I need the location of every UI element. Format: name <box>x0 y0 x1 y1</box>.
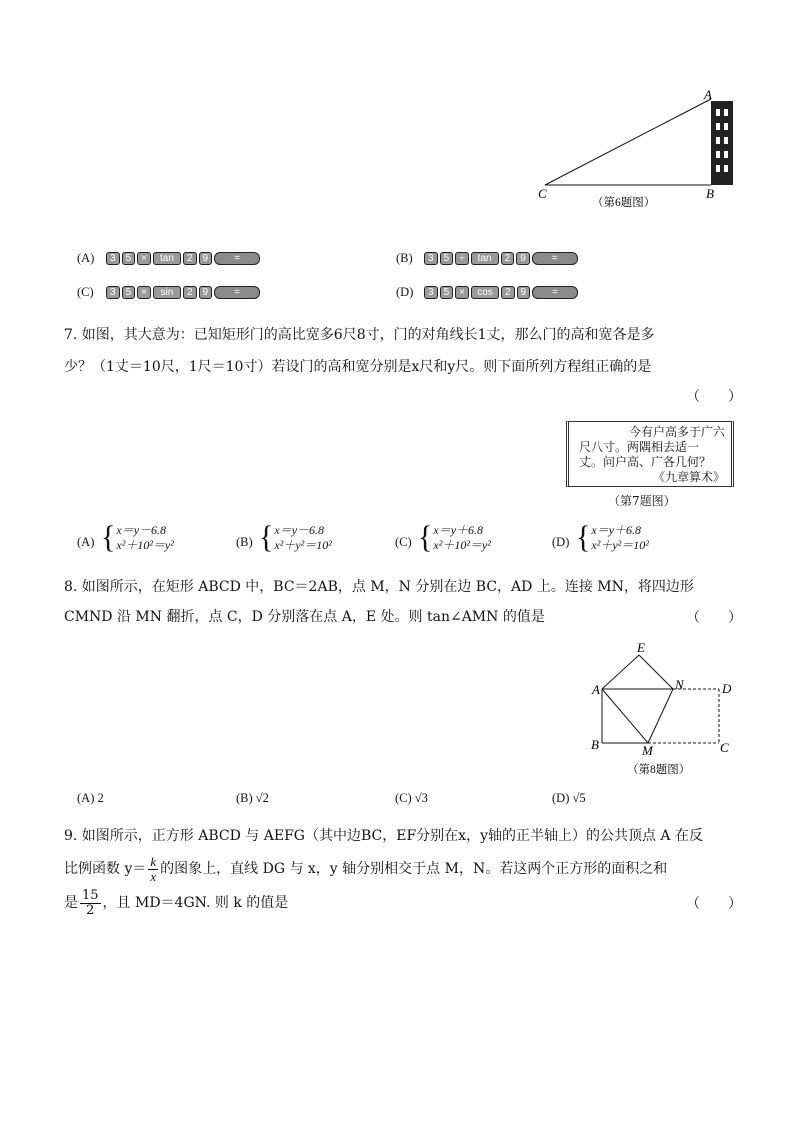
fig8-label-b: B <box>591 737 599 752</box>
fig6-diagram <box>530 85 750 215</box>
q9-fraction-k-over-x <box>148 855 158 884</box>
key: × <box>137 286 151 299</box>
q9-text-line1: 9. 如图所示，正方形 ABCD 与 AEFG（其中边BC，EF分别在x，y轴的正半轴上）的公共顶点 A 在反 <box>64 828 703 844</box>
fig8-label-e: E <box>637 640 645 655</box>
fraction-denominator: x <box>150 868 157 884</box>
key: 3 <box>106 286 120 299</box>
q6-option-c-keys <box>106 286 260 299</box>
q7-option-a-system: { x＝y－6.8 x²＋10²＝y² <box>101 520 174 555</box>
fraction-numerator: k <box>150 853 157 869</box>
fig6-building <box>711 101 733 185</box>
q9-line3-pre: 是 <box>64 895 78 911</box>
q7-option-d-system: { x＝y＋6.8 x²＋y²＝10² <box>576 520 649 555</box>
q9-fraction-15-over-2 <box>80 889 101 918</box>
key: sin <box>153 286 181 299</box>
q8-option-d: (D) √5 <box>552 791 586 805</box>
key: ÷ <box>455 252 469 265</box>
q8-answer-paren: （ ） <box>686 610 742 626</box>
scroll-line: 《九章算术》 <box>652 470 725 484</box>
q7-option-a-label: (A) <box>77 535 95 549</box>
key: 2 <box>501 286 515 299</box>
key: 5 <box>440 252 454 265</box>
equation: x²＋y²＝10² <box>591 538 649 552</box>
key: cos <box>471 286 499 299</box>
q7-caption: （第7题图） <box>608 494 676 508</box>
key: tan <box>153 252 181 265</box>
equation: x²＋10²＝y² <box>116 538 174 552</box>
fig8-label-c: C <box>720 740 729 755</box>
fig8-edge-mn <box>648 689 673 743</box>
q8-text-line1: 8. 如图所示，在矩形 ABCD 中，BC＝2AB，点 M，N 分别在边 BC，AD 上。连接 MN，将四边形 <box>64 579 694 595</box>
fig8-label-n: N <box>675 677 684 692</box>
q6-option-b-label: (B) <box>396 251 413 265</box>
key: 2 <box>501 252 515 265</box>
q9-answer-paren: （ ） <box>686 896 742 912</box>
q6-option-a-keys <box>106 252 260 265</box>
q9-line2-post: 的图象上，直线 DG 与 x，y 轴分别相交于点 M，N。若这两个正方形的面积之和 <box>160 861 668 877</box>
equation: x²＋10²＝y² <box>433 538 491 552</box>
key: = <box>532 252 578 265</box>
key: 3 <box>424 286 438 299</box>
equation: x²＋y²＝10² <box>274 538 332 552</box>
fig6-label-a: A <box>704 87 712 102</box>
scroll-line: 尺八寸。两隅相去适一 <box>579 440 700 454</box>
fraction-denominator: 2 <box>86 902 95 918</box>
q7-scroll-figure <box>566 421 734 487</box>
key: × <box>455 286 469 299</box>
fraction-numerator: 15 <box>82 887 99 903</box>
q8-option-a: (A) 2 <box>77 791 104 805</box>
key: 9 <box>516 252 530 265</box>
fig8-edge-am <box>602 689 648 743</box>
equation: x＝y＋6.8 <box>433 523 484 537</box>
key: 5 <box>440 286 454 299</box>
q7-text-line1: 7. 如图，其大意为：已知矩形门的高比宽多6尺8寸，门的对角线长1丈，那么门的高和宽各是多 <box>64 327 655 343</box>
fig8-label-m: M <box>642 743 653 758</box>
q9-text-line3 <box>64 886 744 920</box>
q8-text-line2: CMND 沿 MN 翻折，点 C，D 分别落在点 A，E 处。则 tan∠AMN 的值是 <box>64 609 545 625</box>
fig6-label-c: C <box>538 186 547 201</box>
q9-line3-post: ，且 MD＝4GN. 则 k 的值是 <box>102 895 289 911</box>
fig8-label-d: D <box>722 681 732 696</box>
scroll-line: 丈。问户高、广各几何？ <box>579 455 712 469</box>
q6-option-c-label: (C) <box>77 285 94 299</box>
key: 2 <box>183 252 197 265</box>
q7-answer-paren: （ ） <box>686 389 742 405</box>
q6-option-d-keys <box>424 286 578 299</box>
scroll-line: 今有户高多于广六 <box>628 425 725 439</box>
equation: x＝y－6.8 <box>116 523 167 537</box>
key: × <box>137 252 151 265</box>
key: 9 <box>517 286 531 299</box>
fig6-caption: （第6题图） <box>592 197 656 209</box>
q7-option-b-system: { x＝y－6.8 x²＋y²＝10² <box>259 520 332 555</box>
key: = <box>532 286 578 299</box>
fig6-line-ca <box>545 99 711 185</box>
fig8-caption: （第8题图） <box>627 764 691 776</box>
equation: x＝y＋6.8 <box>591 523 642 537</box>
q7-option-c-system: { x＝y＋6.8 x²＋10²＝y² <box>418 520 491 555</box>
fig6-label-b: B <box>706 186 714 201</box>
q7-text-line2: 少？（1丈＝10尺，1尺＝10寸）若设门的高和宽分别是x尺和y尺。则下面所列方程组正确的是 <box>64 359 652 375</box>
equation: x＝y－6.8 <box>274 523 325 537</box>
q7-option-d-label: (D) <box>552 535 570 549</box>
key: tan <box>471 252 499 265</box>
key: 5 <box>122 286 136 299</box>
fig8-edge-en <box>639 655 673 689</box>
q9-line2-pre: 比例函数 y＝ <box>64 861 147 877</box>
key: 3 <box>424 252 438 265</box>
q6-option-d-label: (D) <box>396 285 414 299</box>
key: 2 <box>183 286 197 299</box>
key: 9 <box>199 286 213 299</box>
q9-text-line2 <box>64 852 744 886</box>
fig8-edge-ae <box>602 655 639 689</box>
q7-option-c-label: (C) <box>395 535 412 549</box>
key: = <box>214 252 260 265</box>
key: 5 <box>122 252 136 265</box>
fig8-label-a: A <box>592 682 600 697</box>
q6-option-b-keys <box>424 252 578 265</box>
fig8-diagram <box>585 636 745 781</box>
q6-option-a-label: (A) <box>77 251 95 265</box>
key: = <box>214 286 260 299</box>
q8-option-c: (C) √3 <box>395 791 428 805</box>
q8-option-b: (B) √2 <box>236 791 269 805</box>
key: 9 <box>199 252 213 265</box>
key: 3 <box>106 252 120 265</box>
q7-option-b-label: (B) <box>236 535 253 549</box>
